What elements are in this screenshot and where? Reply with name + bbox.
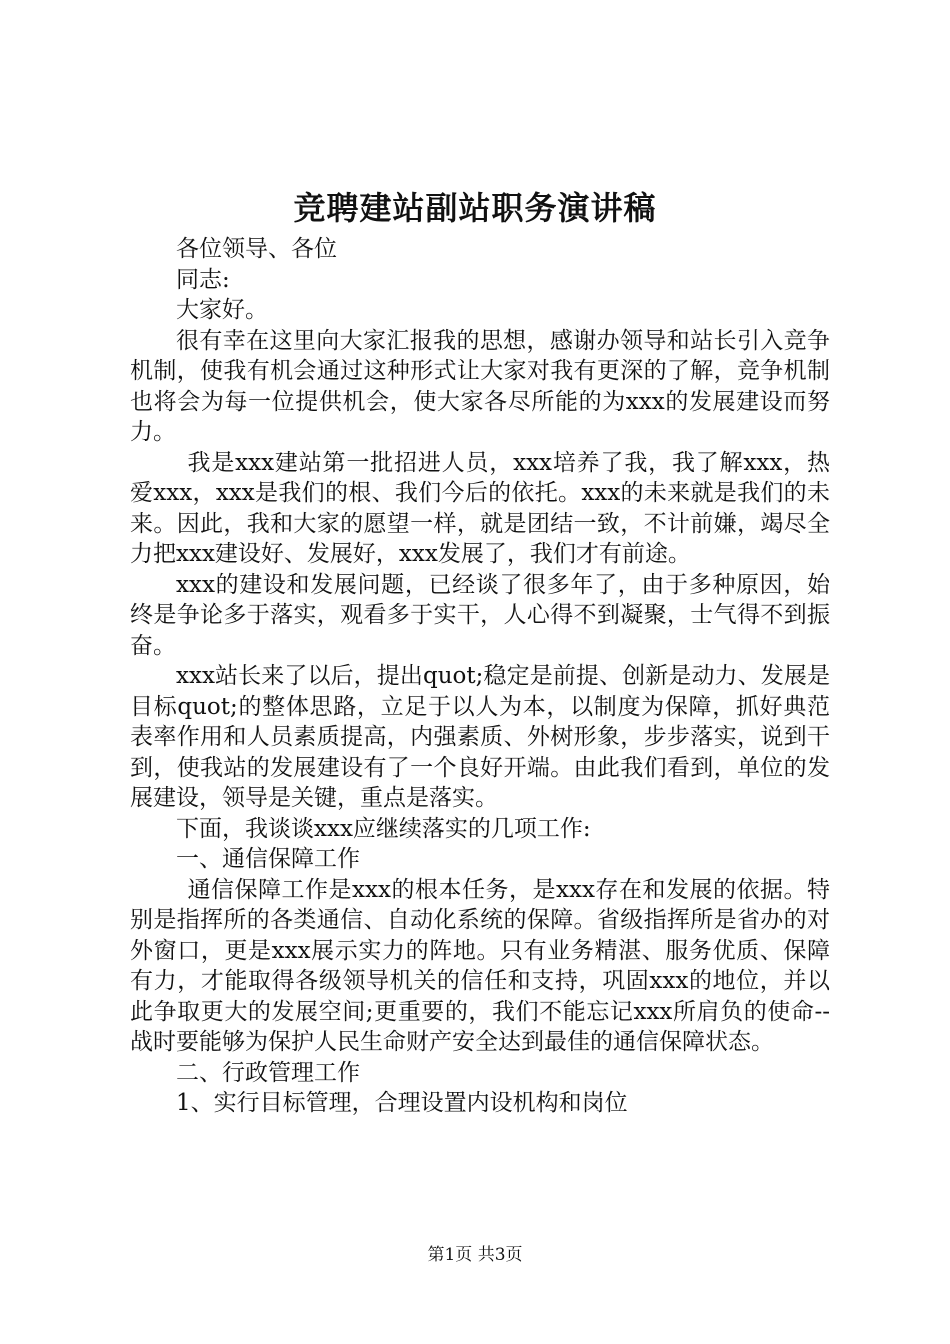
subsection-heading-1: 1、实行目标管理，合理设置内设机构和岗位: [176, 1090, 628, 1116]
paragraph-transition: 下面，我谈谈xxx应继续落实的几项工作:: [176, 815, 591, 842]
document-title: 竞聘建站副站职务演讲稿: [293, 189, 657, 227]
paragraph-problems: xxx的建设和发展问题，已经谈了很多年了，由于多种原因，始终是争论多于落实，观看多于实干，人心得不到凝聚，士气得不到振奋。: [130, 571, 830, 659]
section-heading-1: 一、通信保障工作: [176, 846, 360, 872]
page-footer: 第1页 共3页: [427, 1245, 523, 1265]
greeting: 大家好。: [176, 297, 268, 323]
paragraph-leadership: xxx站长来了以后，提出quot;稳定是前提、创新是动力、发展是目标quot;的整体思路，立足于以人为本，以制度为保障，抓好典范表率作用和人员素质提高，内强素质、外树形象，步步落实，说到干到，使我站的发展建设有了一个良好开端。由此我们看到，单位的发展建设，领导是关键，重点是落实。: [130, 663, 830, 811]
document-body: [130, 234, 830, 1119]
paragraph-intro: 很有幸在这里向大家汇报我的思想，感谢办领导和站长引入竞争机制，使我有机会通过这种形式让大家对我有更深的了解，竞争机制也将会为每一位提供机会，使大家各尽所能的为xxx的发展建设而努力。: [130, 327, 830, 445]
salutation-line-2: 同志:: [176, 266, 230, 293]
paragraph-background: 我是xxx建站第一批招进人员，xxx培养了我，我了解xxx，热爱xxx，xxx是我们的根、我们今后的依托。xxx的未来就是我们的未来。因此，我和大家的愿望一样，就是团结一致，不计前嫌，竭尽全力把xxx建设好、发展好，xxx发展了，我们才有前途。: [130, 449, 830, 567]
section-heading-2: 二、行政管理工作: [176, 1059, 360, 1086]
paragraph-communication: 通信保障工作是xxx的根本任务，是xxx存在和发展的依据。特别是指挥所的各类通信、自动化系统的保障。省级指挥所是省办的对外窗口，更是xxx展示实力的阵地。只有业务精湛、服务优质、保障有力，才能取得各级领导机关的信任和支持，巩固xxx的地位，并以此争取更大的发展空间;更重要的，我们不能忘记xxx所肩负的使命--战时要能够为保护人民生命财产安全达到最佳的通信保障状态。: [130, 876, 830, 1055]
salutation-line-1: 各位领导、各位: [176, 236, 337, 262]
